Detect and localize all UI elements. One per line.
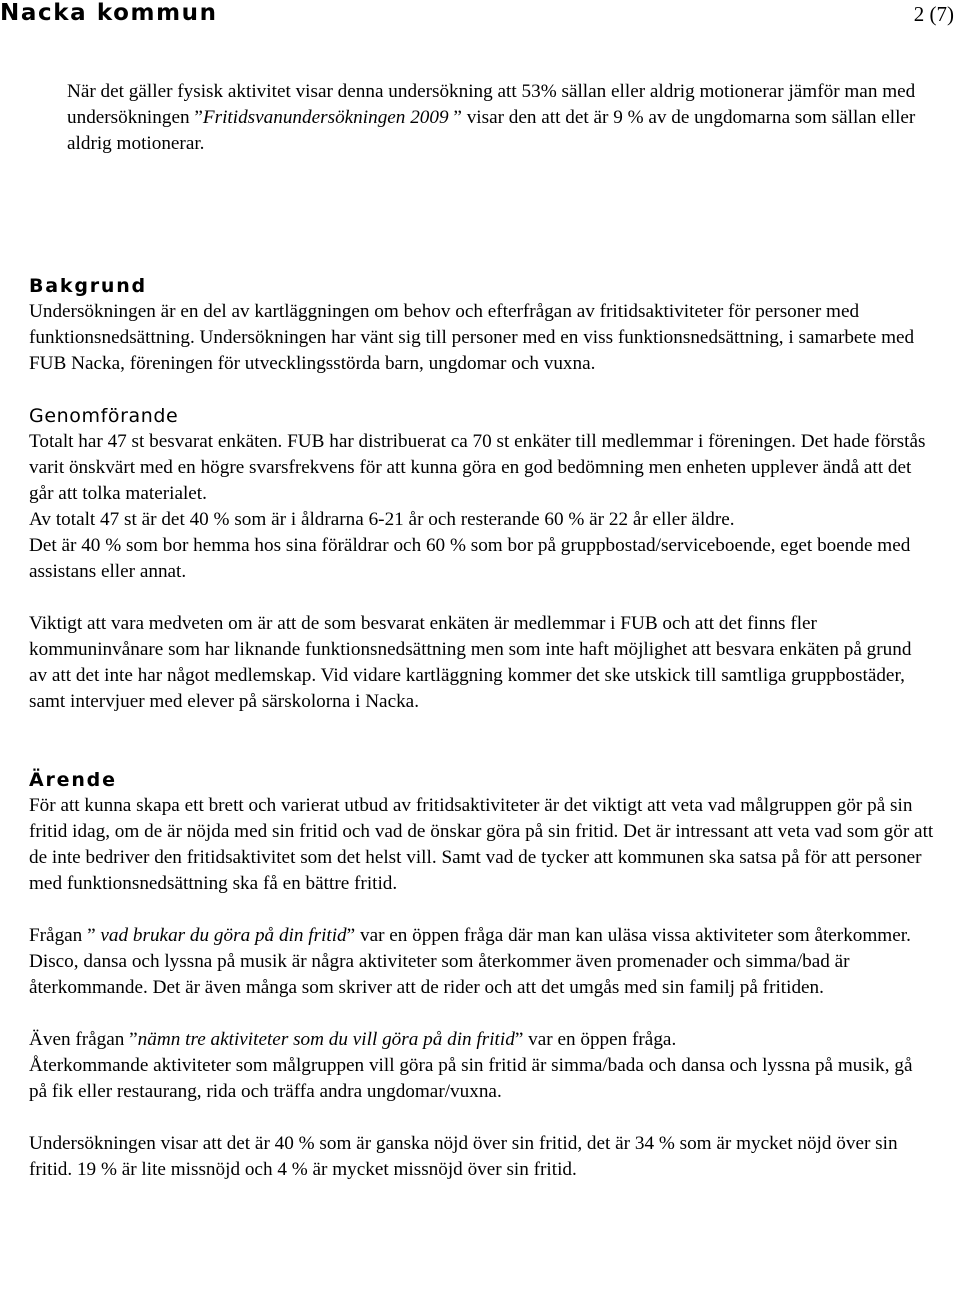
heading-bakgrund: Bakgrund (29, 275, 147, 297)
page-header (0, 0, 960, 32)
arende-question-2-answer: Återkommande aktiviteter som målgruppen vill göra på sin fritid är simma/bada och dansa och lyssna på musik, gå på fik eller restaurang, rida och träffa andra ungdomar/vuxna. (29, 1055, 913, 1102)
arende-summary-paragraph: Undersökningen visar att det är 40 % som är ganska nöjd över sin fritid, det är 34 % som är mycket nöjd över sin fritid. 19 % är lite missnöjd och 4 % är mycket missnöjd över sin fritid. (29, 1133, 898, 1180)
arende-paragraph-1: För att kunna skapa ett brett och varierat utbud av fritidsaktiviteter är det viktigt att veta vad målgruppen gör på sin fritid idag, om de är nöjda med sin fritid och vad de önskar göra på sin fritid. Det är intressant att veta vad som gör att de inte bedriver den fritidsaktivitet som det helst vill. Samt vad de tycker att kommunen ska satsa på för att personer med funktionsnedsättning ska få en bättre fritid. (29, 795, 934, 894)
heading-arende: Ärende (29, 769, 117, 791)
organization-name: Nacka kommun (0, 0, 218, 26)
intro-paragraph (29, 79, 934, 157)
page-number: 2 (7) (913, 2, 954, 26)
q2-text-after: ” var en öppen fråga. (514, 1029, 677, 1050)
genomforande-paragraph-1: Totalt har 47 st besvarat enkäten. FUB har distribuerat ca 70 st enkäter till medlemmar i föreningen. Det hade förstås varit önskvärt med en högre svarsfrekvens för att kunna göra en god bedömning men enheten upplever ändå att det går att tolka materialet. (29, 431, 926, 504)
q1-italic-question: vad brukar du göra på din fritid (100, 925, 347, 946)
q2-text-before: Även frågan ” (29, 1029, 138, 1050)
document-body (29, 79, 934, 1183)
genomforande-paragraph-4: Viktigt att vara medveten om är att de som besvarat enkäten är medlemmar i FUB och att det finns fler kommuninvånare som har liknande funktionsnedsättning men som inte haft möjlighet att besvara enkäten på grund av att det inte har något medlemskap. Vid vidare kartläggning kommer det ske utskick till samtliga gruppbostäder, samt intervjuer med elever på särskolorna i Nacka. (29, 613, 912, 712)
genomforande-paragraph-2: Av totalt 47 st är det 40 % som är i åldrarna 6-21 år och resterande 60 % är 22 år eller äldre. (29, 509, 735, 530)
genomforande-paragraph-3: Det är 40 % som bor hemma hos sina föräldrar och 60 % som bor på gruppbostad/serviceboende, eget boende med assistans eller annat. (29, 535, 911, 582)
intro-italic-title: Fritidsvanundersökningen 2009 (202, 107, 449, 128)
bakgrund-paragraph: Undersökningen är en del av kartläggningen om behov och efterfrågan av fritidsaktiviteter för personer med funktionsnedsättning. Undersökningen har vänt sig till personer med en viss funktionsnedsättning, i samarbete med FUB Nacka, föreningen för utvecklingsstörda barn, ungdomar och vuxna. (29, 301, 915, 374)
intro-text-2: ” visar den att det är 9 % av de ungdomarna som sällan eller aldrig motionerar. (67, 107, 916, 154)
q1-text-before: Frågan ” (29, 925, 101, 946)
q1-text-after: ” var en öppen fråga där man kan uläsa vissa aktiviteter som återkommer. Disco, dansa och lyssna på musik är några aktiviteter som återkommer även promenader och simma/bad är återkommande. Det är även många som skriver att de rider och att det umgås med sin familj på fritiden. (29, 925, 911, 998)
intro-text-1: När det gäller fysisk aktivitet visar denna undersökning att 53% sällan eller aldrig motionerar jämför man med undersökningen ” (67, 81, 916, 128)
q2-italic-question: nämn tre aktiviteter som du vill göra på din fritid (137, 1029, 515, 1050)
heading-genomforande: Genomförande (29, 405, 179, 427)
arende-question-2-paragraph (29, 1027, 934, 1053)
arende-question-1-paragraph (29, 923, 934, 1001)
